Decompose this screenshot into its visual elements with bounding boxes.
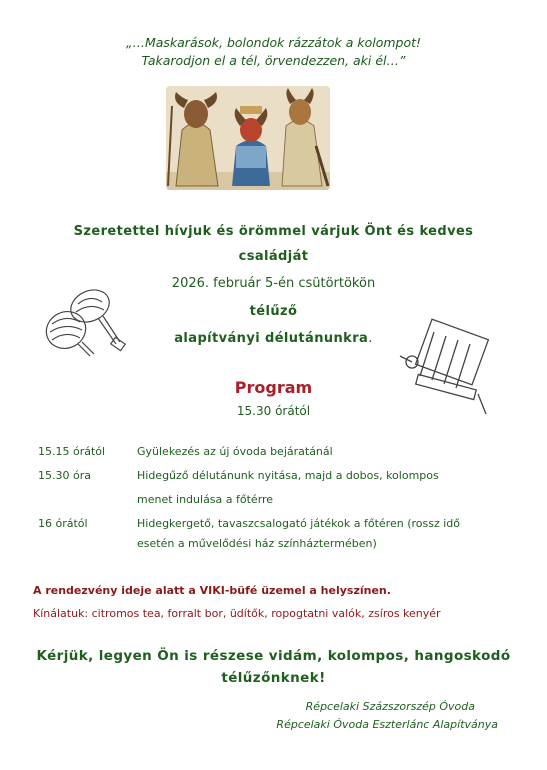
program-row-time: 16 órától (38, 517, 88, 530)
program-row-desc: Gyülekezés az új óvoda bejáratánál (137, 445, 333, 458)
program-time: 15.30 órától (236, 404, 311, 418)
buso-illustration (166, 86, 330, 190)
program-row-desc: Hidegűző délutánunk nyitása, majd a dobos, kolompos (137, 469, 439, 482)
quote-line-1: „…Maskarások, bolondok rázzátok a kolompot! (125, 35, 422, 50)
quote-line-2: Takarodjon el a tél, örvendezzen, aki él…” (141, 53, 406, 68)
signature-line-2: Répcelaki Óvoda Eszterlánc Alapítványa (276, 718, 498, 731)
invite-line-4-dot: . (368, 331, 373, 346)
invite-line-1: Szeretettel hívjuk és örömmel várjuk Önt és kedves (73, 224, 474, 239)
event-date: 2026. február 5-én csütörtökön (171, 276, 376, 291)
closing-line-2: télűzőnknek! (221, 670, 326, 686)
program-row-desc: esetén a művelődési ház színháztermében) (137, 537, 377, 550)
program-row (0, 465, 547, 509)
program-row-desc: Hidegkergető, tavaszcsalogató játékok a főtéren (rossz idő (137, 517, 460, 530)
program-row (0, 513, 547, 557)
program-row-desc: menet indulása a főtérre (137, 493, 274, 506)
invite-line-4: alapítványi délutánunkra (174, 331, 369, 346)
maraca-icon (38, 284, 130, 364)
invite-line-2: családját (238, 249, 309, 264)
program-row-time: 15.15 órától (38, 445, 106, 458)
closing-line-1: Kérjük, legyen Ön is részese vidám, kolompos, hangoskodó (36, 648, 511, 664)
invite-line-3: télűző (249, 304, 298, 319)
program-row (0, 441, 547, 463)
buffet-menu: Kínálatuk: citromos tea, forralt bor, üdítők, ropogtatni valók, zsíros kenyér (33, 607, 441, 620)
program-title: Program (234, 378, 313, 397)
signature-line-1: Répcelaki Százszorszép Óvoda (305, 700, 475, 713)
rattle-icon (392, 318, 502, 418)
program-row-time: 15.30 óra (38, 469, 91, 482)
buffet-notice: A rendezvény ideje alatt a VIKI-büfé üzemel a helyszínen. (33, 584, 391, 597)
